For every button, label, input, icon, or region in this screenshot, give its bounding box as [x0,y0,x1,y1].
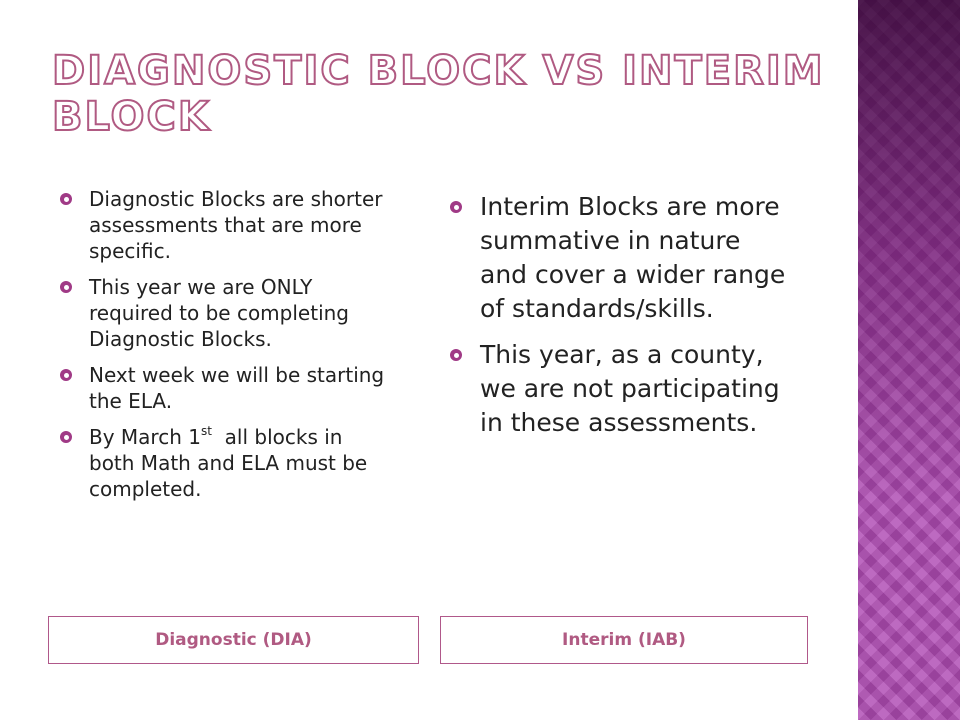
circle-bullet-icon [450,201,462,213]
bullet-text: Interim Blocks are more summative in nature and cover a wider range of standards/skills. [480,192,786,323]
ordinal-superscript: st [200,424,212,438]
list-item [450,338,795,440]
bullet-text-prefix: By March 1 [89,425,201,449]
bullet-text-suffix: all blocks in both Math and ELA must be completed. [89,425,374,501]
diagnostic-column [60,186,390,512]
list-item [60,362,390,414]
bullet-text: Next week we will be starting the ELA. [89,363,385,413]
circle-bullet-icon [450,349,462,361]
interim-column [450,190,795,452]
circle-bullet-icon [60,431,72,443]
tab-diagnostic[interactable] [48,616,419,664]
tab-interim[interactable] [440,616,808,664]
diagnostic-bullet-list [60,186,390,502]
list-item [450,190,795,326]
decorative-side-band [858,0,960,720]
tab-interim-label: Interim (IAB) [562,630,686,650]
bullet-text: Diagnostic Blocks are shorter assessments that are more specific. [89,187,383,263]
list-item [60,274,390,352]
tab-diagnostic-label: Diagnostic (DIA) [155,630,312,650]
interim-bullet-list [450,190,795,440]
list-item [60,186,390,264]
slide-title: DIAGNOSTIC BLOCK VS INTERIM BLOCK [52,48,825,140]
circle-bullet-icon [60,281,72,293]
bullet-text: This year we are ONLY required to be completing Diagnostic Blocks. [89,275,349,351]
circle-bullet-icon [60,193,72,205]
bullet-text: This year, as a county, we are not participating in these assessments. [480,340,780,437]
list-item [60,424,390,502]
circle-bullet-icon [60,369,72,381]
